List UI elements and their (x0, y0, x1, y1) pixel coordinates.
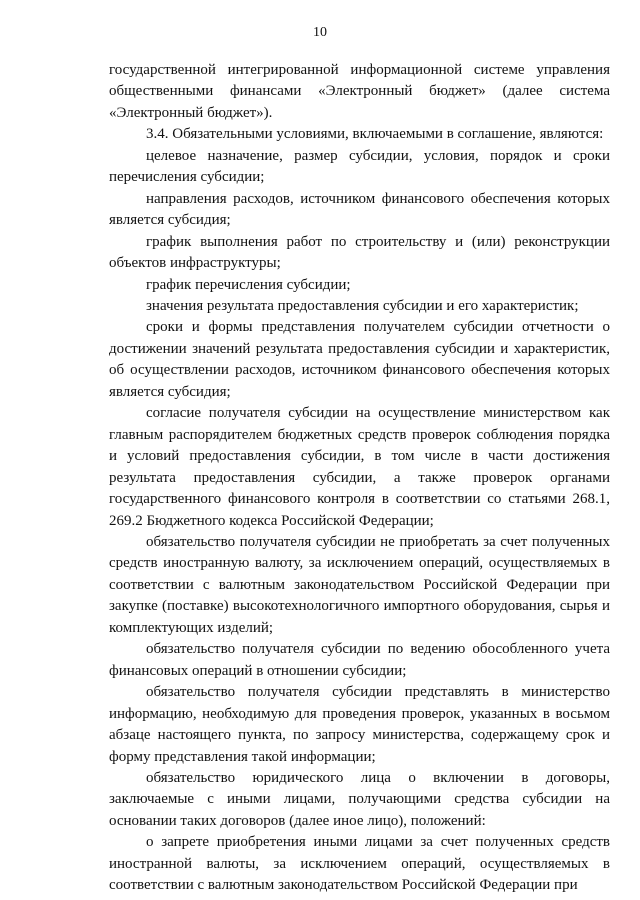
paragraph-contract-inclusion: обязательство юридического лица о включении в договоры, заключаемые с иными лицами, получающими средства субсидии на основании таких договоров (далее иное лицо), положений: (109, 769, 610, 829)
paragraph-consent-audits: согласие получателя субсидии на осуществление министерством как главным распорядителем бюджетных средств проверок соблюдения порядка и условий предоставления субсидии, в том числе в части достижения результата предоставления субсидии, а также проверок органами государственного финансового контроля в соответствии со статьями 268.1, 269.2 Бюджетного кодекса Российской Федерации; (109, 405, 610, 529)
paragraph-information-obligation: обязательство получателя субсидии представлять в министерство информацию, необходимую для проведения проверок, указанных в восьмом абзаце настоящего пункта, по запросу министерства, содержащему срок и форму представления такой информации; (109, 684, 610, 765)
paragraph-currency-prohibition: о запрете приобретения иными лицами за счет полученных средств иностранной валюты, за исключением операций, осуществляемых в соответствии с валютным законодательством Российской Федерации при (109, 834, 610, 894)
paragraph-work-schedule: график выполнения работ по строительству и (или) реконструкции объектов инфраструктуры; (109, 233, 610, 272)
paragraph-reporting: сроки и формы представления получателем субсидии отчетности о достижении значений результата предоставления субсидии и характеристик, об осуществлении расходов, источником финансового обеспечения которых является субсидия; (109, 319, 610, 400)
paragraph-separate-accounting: обязательство получателя субсидии по ведению обособленного учета финансовых операций в отношении субсидии; (109, 641, 610, 679)
paragraph-section-3-4: 3.4. Обязательными условиями, включаемыми в соглашение, являются: (146, 126, 604, 143)
page-number: 10 (313, 25, 327, 40)
paragraph-currency-obligation: обязательство получателя субсидии не приобретать за счет полученных средств иностранную валюту, за исключением операций, осуществляемых в соответствии с валютным законодательством Российской Федерации при закупке (поставке) высокотехнологичного импортного оборудования, сырья и комплектующих изделий; (109, 533, 610, 636)
paragraph-continuation: государственной интегрированной информационной системе управления общественными финансами «Электронный бюджет» (далее система «Электронный бюджет»). (109, 62, 610, 121)
paragraph-result-values: значения результата предоставления субсидии и его характеристик; (146, 297, 579, 314)
paragraph-transfer-schedule: график перечисления субсидии; (146, 276, 351, 293)
document-body (109, 60, 610, 897)
paragraph-purpose: целевое назначение, размер субсидии, условия, порядок и сроки перечисления субсидии; (109, 147, 610, 186)
paragraph-expense-directions: направления расходов, источником финансового обеспечения которых является субсидия; (109, 190, 610, 229)
